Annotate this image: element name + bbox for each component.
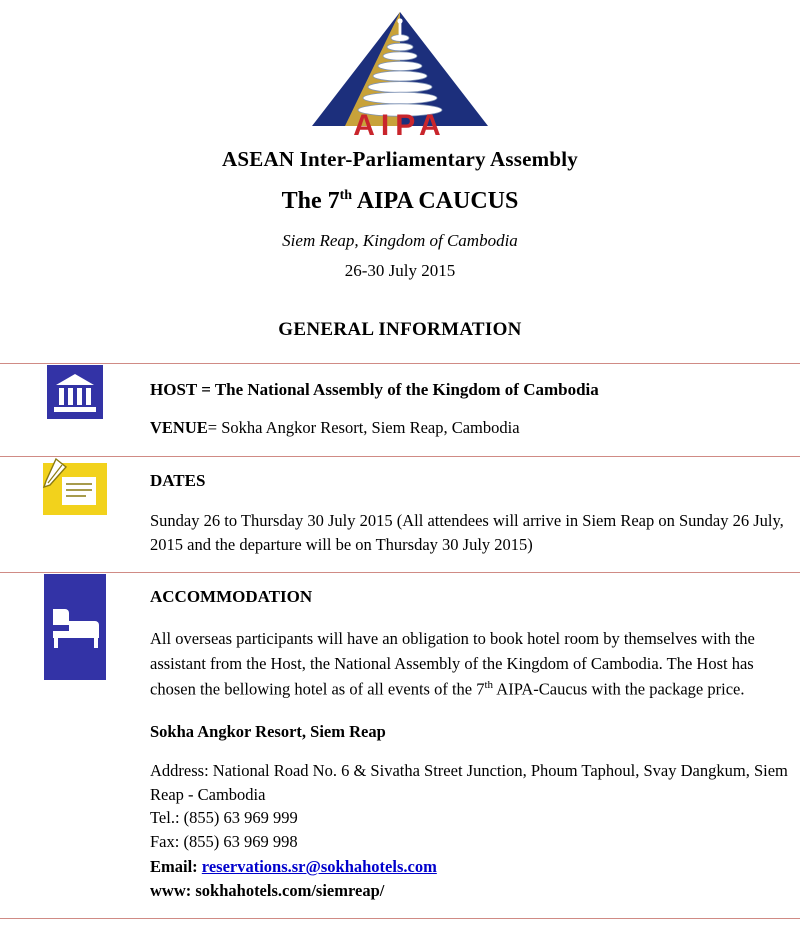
host-label: HOST — [150, 380, 197, 399]
accommodation-ordinal-suffix: th — [484, 678, 494, 691]
accommodation-paragraph — [150, 627, 800, 702]
host-line — [150, 378, 800, 402]
accommodation-icon-cell — [0, 573, 150, 919]
venue-value: = Sokha Angkor Resort, Siem Reap, Cambodia — [207, 418, 520, 438]
event-location: Siem Reap, Kingdom of Cambodia — [282, 231, 518, 250]
dates-icon-cell — [0, 456, 150, 573]
venue-line — [150, 416, 800, 439]
bed-icon — [43, 573, 107, 681]
venue-label: VENUE — [150, 418, 208, 438]
dates-body: Sunday 26 to Thursday 30 July 2015 (All attendees will arrive in Siem Reap on Sunday 26 July, 2015 and the departure will be on Thursday 30 July 2015) — [150, 510, 784, 555]
email-label: Email: — [150, 857, 202, 877]
dates-heading: DATES — [150, 470, 206, 490]
dates-text-cell — [150, 456, 800, 573]
hotel-address: Address: National Road No. 6 & Sivatha Street Junction, Phoum Taphoul, Svay Dangkum, Siem Reap - Cambodia — [150, 761, 788, 804]
hotel-fax: Fax: (855) 63 969 998 — [150, 831, 298, 851]
bank-building-icon — [46, 364, 104, 420]
email-link[interactable]: reservations.sr@sokhahotels.com — [201, 857, 437, 877]
hotel-website: www: sokhahotels.com/siemreap/ — [150, 880, 385, 900]
host-text-cell — [150, 364, 800, 457]
accommodation-paragraph-part1: All overseas participants will have an obligation to book hotel room by themselves with the assistant from the Host, the National Assembly of the Kingdom of Cambodia. The Host has chosen the bellowing hotel as of all events of the 7 — [150, 629, 755, 699]
calendar-note-icon — [42, 457, 108, 517]
caucus-title — [0, 188, 800, 215]
svg-text:AIPA: AIPA — [353, 109, 447, 136]
caucus-ordinal-suffix: th — [339, 188, 353, 203]
hotel-email-line — [150, 855, 800, 878]
host-icon-cell — [0, 364, 150, 457]
table-row-host — [0, 364, 800, 457]
hotel-telephone: Tel.: (855) 63 969 999 — [150, 808, 298, 828]
table-row-dates — [0, 456, 800, 573]
logo-block — [0, 0, 800, 141]
hotel-contact-block — [150, 759, 800, 902]
host-value: = The National Assembly of the Kingdom of Cambodia — [196, 380, 599, 399]
accommodation-paragraph-part2: AIPA-Caucus with the package price. — [493, 679, 745, 699]
caucus-suffix: AIPA CAUCUS — [356, 188, 519, 214]
general-information-table — [0, 363, 800, 919]
accommodation-text-cell — [150, 573, 800, 919]
table-row-accommodation — [0, 573, 800, 919]
section-title: GENERAL INFORMATION — [278, 319, 522, 340]
title-block — [0, 147, 800, 341]
event-dates: 26-30 July 2015 — [344, 261, 456, 280]
organization-name: ASEAN Inter-Parliamentary Assembly — [222, 147, 578, 171]
aipa-logo-icon — [305, 8, 495, 136]
hotel-name: Sokha Angkor Resort, Siem Reap — [150, 722, 386, 742]
accommodation-heading: ACCOMMODATION — [150, 587, 313, 607]
caucus-prefix: The 7 — [281, 188, 340, 214]
